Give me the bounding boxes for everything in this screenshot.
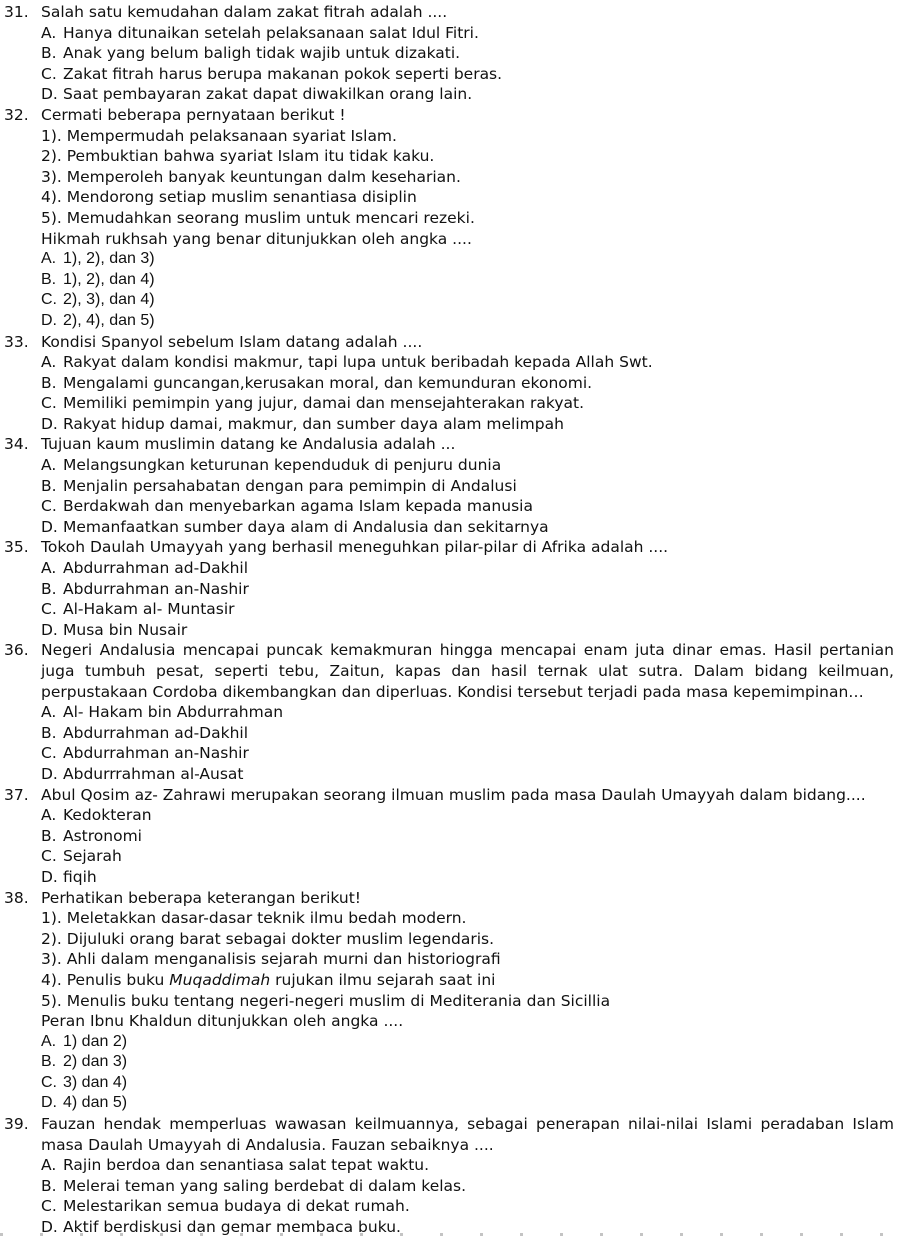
option-b bbox=[4, 476, 894, 497]
option-b bbox=[4, 373, 894, 394]
question-36 bbox=[4, 640, 894, 784]
question-text bbox=[41, 640, 894, 702]
option-b bbox=[4, 270, 894, 291]
question-text bbox=[41, 1114, 894, 1155]
option-c bbox=[4, 599, 894, 620]
question-text-line: Fauzan hendak memperluas wawasan keilmuannya, sebagai penerapan nilai-nilai Islami peradaban Islam bbox=[41, 1115, 894, 1134]
question-text: Abul Qosim az- Zahrawi merupakan seorang ilmuan muslim pada masa Daulah Umayyah dalam bidang.... bbox=[41, 785, 866, 804]
option-d bbox=[4, 311, 894, 332]
option-text: Memanfaatkan sumber daya alam di Andalusia dan sekitarnya bbox=[63, 517, 549, 536]
option-text: Abdurrrahman al-Ausat bbox=[63, 764, 244, 783]
statement: 1). Mempermudah pelaksanaan syariat Islam. bbox=[41, 126, 397, 145]
option-text: Berdakwah dan menyebarkan agama Islam kepada manusia bbox=[63, 497, 533, 516]
question-33 bbox=[4, 332, 894, 435]
option-letter: A. bbox=[41, 250, 57, 268]
option-a bbox=[4, 455, 894, 476]
option-letter: A. bbox=[41, 559, 57, 578]
question-prompt: Peran Ibnu Khaldun ditunjukkan oleh angka .... bbox=[41, 1012, 404, 1031]
option-text: 3) dan 4) bbox=[63, 1073, 128, 1091]
option-b bbox=[4, 826, 894, 847]
statement-prefix: 4). Penulis buku bbox=[41, 970, 170, 989]
option-letter: A. bbox=[41, 1032, 57, 1050]
option-letter: B. bbox=[41, 1176, 57, 1195]
option-text: Al- Hakam bin Abdurrahman bbox=[63, 703, 284, 722]
question-text: Kondisi Spanyol sebelum Islam datang adalah .... bbox=[41, 332, 423, 351]
option-b bbox=[4, 1052, 894, 1073]
option-letter: C. bbox=[41, 847, 57, 866]
option-letter: A. bbox=[41, 703, 57, 722]
option-d bbox=[4, 620, 894, 641]
option-d bbox=[4, 84, 894, 105]
option-d bbox=[4, 867, 894, 888]
option-letter: D. bbox=[41, 867, 58, 886]
option-letter: B. bbox=[41, 373, 57, 392]
question-number: 33. bbox=[4, 332, 29, 351]
option-text: Sejarah bbox=[63, 847, 122, 866]
statement: 1). Meletakkan dasar-dasar teknik ilmu bedah modern. bbox=[41, 909, 467, 928]
option-letter: B. bbox=[41, 826, 57, 845]
option-c bbox=[4, 1196, 894, 1217]
question-prompt: Hikmah rukhsah yang benar ditunjukkan oleh angka .... bbox=[41, 229, 472, 248]
option-text: Abdurrahman ad-Dakhil bbox=[63, 559, 249, 578]
option-letter: A. bbox=[41, 806, 57, 825]
option-text: Hanya ditunaikan setelah pelaksanaan salat Idul Fitri. bbox=[63, 23, 479, 42]
statement-suffix: rujukan ilmu sejarah saat ini bbox=[270, 970, 496, 989]
question-39 bbox=[4, 1114, 894, 1238]
statement: 3). Ahli dalam menganalisis sejarah murni dan historiografi bbox=[41, 950, 501, 969]
option-letter: D. bbox=[41, 1218, 58, 1237]
book-title: Muqaddimah bbox=[169, 970, 271, 989]
page-cut-edge bbox=[0, 1233, 899, 1236]
question-text: Perhatikan beberapa keterangan berikut! bbox=[41, 888, 361, 907]
option-a bbox=[4, 805, 894, 826]
option-letter: D. bbox=[41, 85, 58, 104]
option-b bbox=[4, 723, 894, 744]
option-d bbox=[4, 517, 894, 538]
question-number: 39. bbox=[4, 1115, 29, 1134]
option-c bbox=[4, 64, 894, 85]
option-c bbox=[4, 393, 894, 414]
option-text: Melangsungkan keturunan kependuduk di penjuru dunia bbox=[63, 456, 502, 475]
question-32 bbox=[4, 105, 894, 332]
option-letter: A. bbox=[41, 23, 57, 42]
option-text: Anak yang belum baligh tidak wajib untuk dizakati. bbox=[63, 44, 461, 63]
question-number: 37. bbox=[4, 785, 29, 804]
option-text: Aktif berdiskusi dan gemar membaca buku. bbox=[63, 1218, 401, 1237]
option-text: Musa bin Nusair bbox=[63, 620, 188, 639]
option-a bbox=[4, 1032, 894, 1053]
option-letter: C. bbox=[41, 394, 57, 413]
option-letter: C. bbox=[41, 600, 57, 619]
option-text: 1), 2), dan 4) bbox=[63, 270, 155, 288]
question-number: 31. bbox=[4, 3, 29, 21]
option-letter: A. bbox=[41, 1156, 57, 1175]
option-letter: D. bbox=[41, 414, 58, 433]
option-text: fiqih bbox=[63, 867, 97, 886]
question-text-line: masa Daulah Umayyah di Andalusia. Fauzan sebaiknya .... bbox=[41, 1135, 494, 1154]
option-text: Rakyat hidup damai, makmur, dan sumber daya alam melimpah bbox=[63, 414, 564, 433]
option-letter: D. bbox=[41, 1094, 57, 1112]
option-letter: B. bbox=[41, 44, 57, 63]
question-text-line: perpustakaan Cordoba dikembangkan dan diperluas. Kondisi tersebut terjadi pada masa kepemimpinan… bbox=[41, 682, 864, 701]
option-letter: B. bbox=[41, 579, 57, 598]
option-text: Astronomi bbox=[63, 826, 142, 845]
option-d bbox=[4, 764, 894, 785]
question-text-line: Negeri Andalusia mencapai puncak kemakmuran hingga mencapai enam juta dinar emas. Hasil pertanian bbox=[41, 641, 894, 660]
question-text: Tujuan kaum muslimin datang ke Andalusia adalah ... bbox=[41, 435, 456, 454]
statement: 5). Menulis buku tentang negeri-negeri muslim di Mediterania dan Sicillia bbox=[41, 991, 611, 1010]
option-text: Rakyat dalam kondisi makmur, tapi lupa untuk beribadah kepada Allah Swt. bbox=[63, 353, 653, 372]
question-number: 35. bbox=[4, 538, 29, 557]
option-letter: B. bbox=[41, 476, 57, 495]
question-35 bbox=[4, 537, 894, 640]
question-31 bbox=[4, 2, 894, 105]
option-a bbox=[4, 1155, 894, 1176]
question-37 bbox=[4, 785, 894, 888]
option-letter: D. bbox=[41, 311, 57, 329]
option-c bbox=[4, 1073, 894, 1094]
statement bbox=[4, 970, 894, 991]
option-text: Memiliki pemimpin yang jujur, damai dan mensejahterakan rakyat. bbox=[63, 394, 585, 413]
option-letter: A. bbox=[41, 353, 57, 372]
option-letter: B. bbox=[41, 723, 57, 742]
option-c bbox=[4, 496, 894, 517]
option-letter: C. bbox=[41, 497, 57, 516]
option-text: 2) dan 3) bbox=[63, 1053, 128, 1071]
question-text-line: juga tumbuh pesat, seperti tebu, Zaitun, kapas dan hasil ternak ulat sutra. Dalam bidang keilmuan, bbox=[41, 662, 894, 680]
option-letter: C. bbox=[41, 1073, 57, 1091]
statement: 5). Memudahkan seorang muslim untuk mencari rezeki. bbox=[41, 208, 475, 227]
option-text: Mengalami guncangan,kerusakan moral, dan kemunduran ekonomi. bbox=[63, 373, 593, 392]
option-letter: A. bbox=[41, 456, 57, 475]
option-letter: C. bbox=[41, 744, 57, 763]
option-text: Abdurrahman ad-Dakhil bbox=[63, 723, 249, 742]
exam-sheet bbox=[4, 2, 894, 1238]
option-text: Kedokteran bbox=[63, 806, 152, 825]
option-a bbox=[4, 702, 894, 723]
option-letter: D. bbox=[41, 620, 58, 639]
option-text: Menjalin persahabatan dengan para pemimpin di Andalusi bbox=[63, 476, 517, 495]
statement: 4). Mendorong setiap muslim senantiasa disiplin bbox=[41, 188, 417, 207]
option-c bbox=[4, 290, 894, 311]
option-b bbox=[4, 43, 894, 64]
option-d bbox=[4, 414, 894, 435]
option-text: Abdurrahman an-Nashir bbox=[63, 744, 249, 763]
statement: 2). Pembuktian bahwa syariat Islam itu tidak kaku. bbox=[41, 147, 435, 166]
option-a bbox=[4, 558, 894, 579]
option-a bbox=[4, 249, 894, 270]
question-number: 38. bbox=[4, 888, 29, 907]
option-text: Melestarikan semua budaya di dekat rumah. bbox=[63, 1197, 410, 1216]
option-letter: C. bbox=[41, 291, 57, 309]
option-text: Al-Hakam al- Muntasir bbox=[63, 600, 235, 619]
option-c bbox=[4, 743, 894, 764]
option-text: 1) dan 2) bbox=[63, 1032, 128, 1050]
option-text: Saat pembayaran zakat dapat diwakilkan orang lain. bbox=[63, 85, 473, 104]
option-text: Rajin berdoa dan senantiasa salat tepat waktu. bbox=[63, 1156, 430, 1175]
option-text: Abdurrahman an-Nashir bbox=[63, 579, 249, 598]
option-letter: B. bbox=[41, 1053, 57, 1071]
option-b bbox=[4, 579, 894, 600]
question-text: Salah satu kemudahan dalam zakat fitrah adalah .... bbox=[41, 3, 448, 21]
option-a bbox=[4, 23, 894, 44]
option-text: 4) dan 5) bbox=[63, 1094, 128, 1112]
option-text: Melerai teman yang saling berdebat di dalam kelas. bbox=[63, 1176, 467, 1195]
option-letter: C. bbox=[41, 1197, 57, 1216]
option-letter: D. bbox=[41, 517, 58, 536]
option-letter: D. bbox=[41, 764, 58, 783]
statement: 2). Dijuluki orang barat sebagai dokter muslim legendaris. bbox=[41, 929, 495, 948]
question-number: 36. bbox=[4, 641, 29, 660]
option-text: 2), 4), dan 5) bbox=[63, 311, 155, 329]
question-number: 34. bbox=[4, 435, 29, 454]
question-34 bbox=[4, 434, 894, 537]
question-text: Tokoh Daulah Umayyah yang berhasil meneguhkan pilar-pilar di Afrika adalah .... bbox=[41, 538, 669, 557]
question-number: 32. bbox=[4, 105, 29, 124]
option-text: Zakat fitrah harus berupa makanan pokok seperti beras. bbox=[63, 64, 503, 83]
question-38 bbox=[4, 888, 894, 1115]
option-letter: B. bbox=[41, 270, 57, 288]
option-b bbox=[4, 1176, 894, 1197]
question-text: Cermati beberapa pernyataan berikut ! bbox=[41, 105, 346, 124]
option-c bbox=[4, 846, 894, 867]
option-d bbox=[4, 1093, 894, 1114]
option-text: 2), 3), dan 4) bbox=[63, 291, 155, 309]
option-text: 1), 2), dan 3) bbox=[63, 250, 155, 268]
option-a bbox=[4, 352, 894, 373]
option-letter: C. bbox=[41, 64, 57, 83]
statement: 3). Memperoleh banyak keuntungan dalm keseharian. bbox=[41, 167, 461, 186]
